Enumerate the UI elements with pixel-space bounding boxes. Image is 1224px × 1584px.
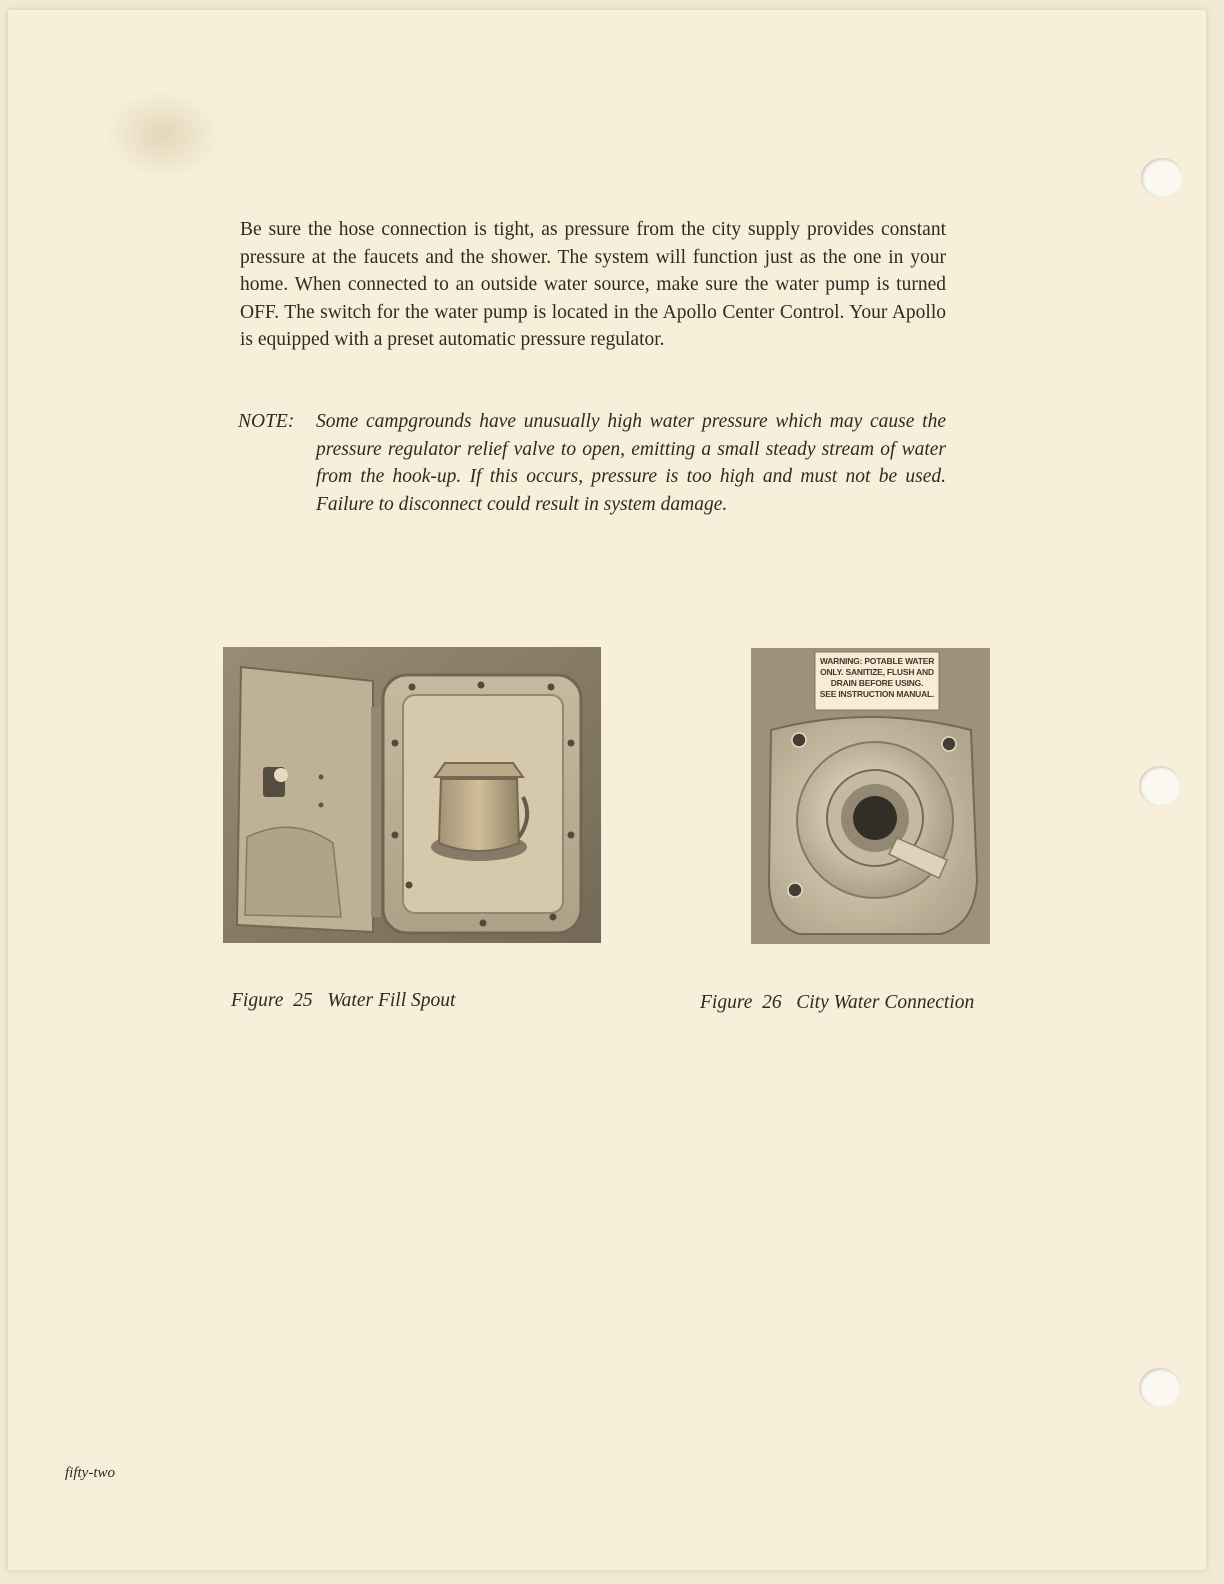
city-water-connection-photo — [751, 648, 990, 944]
figure-26-caption: Figure 26 City Water Connection — [700, 992, 975, 1013]
water-fill-spout-photo — [223, 647, 601, 943]
warning-label — [817, 656, 937, 700]
note-label: NOTE: — [238, 411, 295, 432]
warning-label-line: SEE INSTRUCTION MANUAL. — [819, 689, 935, 699]
page-number: fifty-two — [65, 1465, 115, 1481]
warning-label-line: WARNING: POTABLE WATER — [819, 656, 935, 666]
warning-label-line: ONLY. SANITIZE, FLUSH AND — [820, 667, 934, 677]
binder-hole-bottom — [1139, 1368, 1181, 1408]
body-paragraph: Be sure the hose connection is tight, as pressure from the city supply provides constant pressure at the faucets and the shower. The system will function just as the one in your home. When connected to an outside water source, make sure the water pump is turned OFF. The switch for the water pump is located in the Apollo Center Control. Your Apollo is equipped with a preset automatic pressure regulator. — [240, 219, 946, 350]
figure-25-caption: Figure 25 Water Fill Spout — [231, 990, 456, 1011]
binder-hole-top — [1141, 158, 1183, 198]
note-text: Some campgrounds have unusually high water pressure which may cause the pressure regulator relief valve to open, emitting a small steady stream of water from the hook-up. If this occurs, pressure is too high and must not be used. Failure to disconnect could result in system damage. — [316, 411, 946, 515]
binder-hole-middle — [1139, 766, 1181, 806]
warning-label-line: DRAIN BEFORE USING. — [830, 678, 924, 688]
note-block — [238, 408, 946, 518]
paper-stain — [103, 90, 223, 180]
